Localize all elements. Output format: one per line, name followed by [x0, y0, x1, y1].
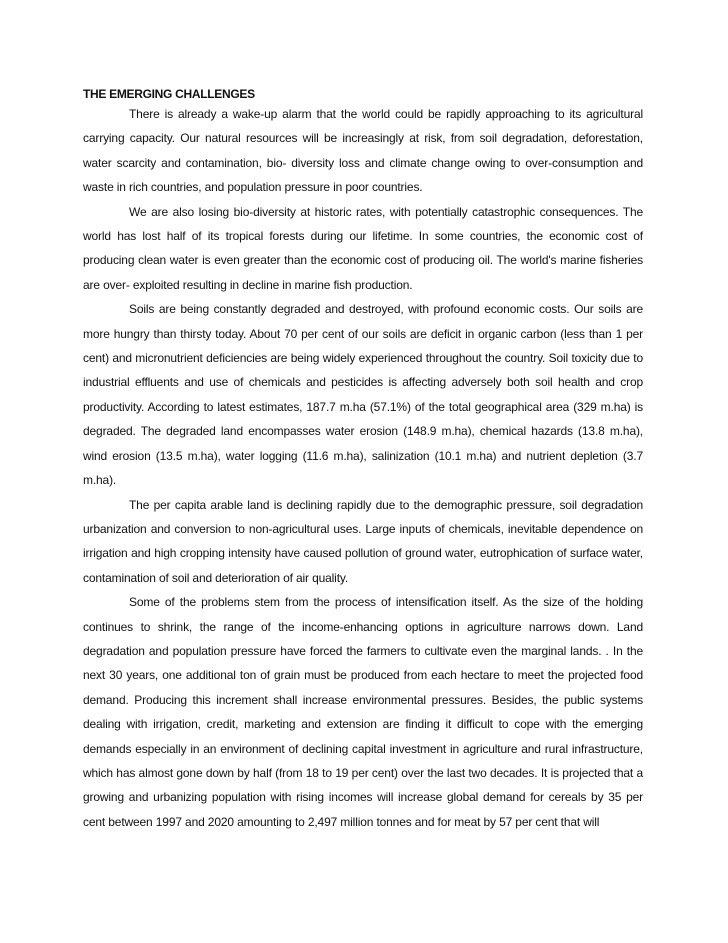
section-heading: THE EMERGING CHALLENGES	[83, 87, 255, 101]
paragraph-arable-land: The per capita arable land is declining rapidly due to the demographic pressure, soil degradation urbanization and conversion to non-agricultural uses. Large inputs of chemicals, inevitable dependence on irrigation and high cropping intensity have caused pollution of ground water, eutrophication of surface water, contamination of soil and deterioration of air quality.	[83, 497, 643, 585]
paragraph-intensification: Some of the problems stem from the process of intensification itself. As the size of the holding continues to shrink, the range of the income-enhancing options in agriculture narrows down. Land degradation and population pressure have forced the farmers to cultivate even the marginal lands. . In the next 30 years, one additional ton of grain must be produced from each hectare to meet the projected food demand. Producing this increment shall increase environmental pressures. Besides, the public systems dealing with irrigation, credit, marketing and extension are finding it difficult to cope with the emerging demands especially in an environment of declining capital investment in agriculture and rural infrastructure, which has almost gone down by half (from 18 to 19 per cent) over the last two decades. It is projected that a growing and urbanizing population with rising incomes will increase global demand for cereals by 35 per cent between 1997 and 2020 amounting to 2,497 million tonnes and for meat by 57 per cent that will	[83, 595, 643, 829]
paragraph-wake-up-alarm: There is already a wake-up alarm that the world could be rapidly approaching to its agricultural carrying capacity. Our natural resources will be increasingly at risk, from soil degradation, deforestation, water scarcity and contamination, bio- diversity loss and climate change owing to over-consumption and waste in rich countries, and population pressure in poor countries.	[83, 107, 643, 195]
paragraph-bio-diversity: We are also losing bio-diversity at historic rates, with potentially catastrophic consequences. The world has lost half of its tropical forests during our lifetime. In some countries, the economic cost of producing clean water is even greater than the economic cost of producing oil. The world's marine fisheries are over- exploited resulting in decline in marine fish production.	[83, 204, 643, 292]
document-body	[83, 78, 643, 834]
paragraph-soil-degradation: Soils are being constantly degraded and destroyed, with profound economic costs. Our soils are more hungry than thirsty today. About 70 per cent of our soils are deficit in organic carbon (less than 1 per cent) and micronutrient deficiencies are being widely experienced throughout the country. Soil toxicity due to industrial effluents and use of chemicals and pesticides is affecting adversely both soil health and crop productivity. According to latest estimates, 187.7 m.ha (57.1%) of the total geographical area (329 m.ha) is degraded. The degraded land encompasses water erosion (148.9 m.ha), chemical hazards (13.8 m.ha), wind erosion (13.5 m.ha), water logging (11.6 m.ha), salinization (10.1 m.ha) and nutrient depletion (3.7 m.ha).	[83, 302, 643, 488]
